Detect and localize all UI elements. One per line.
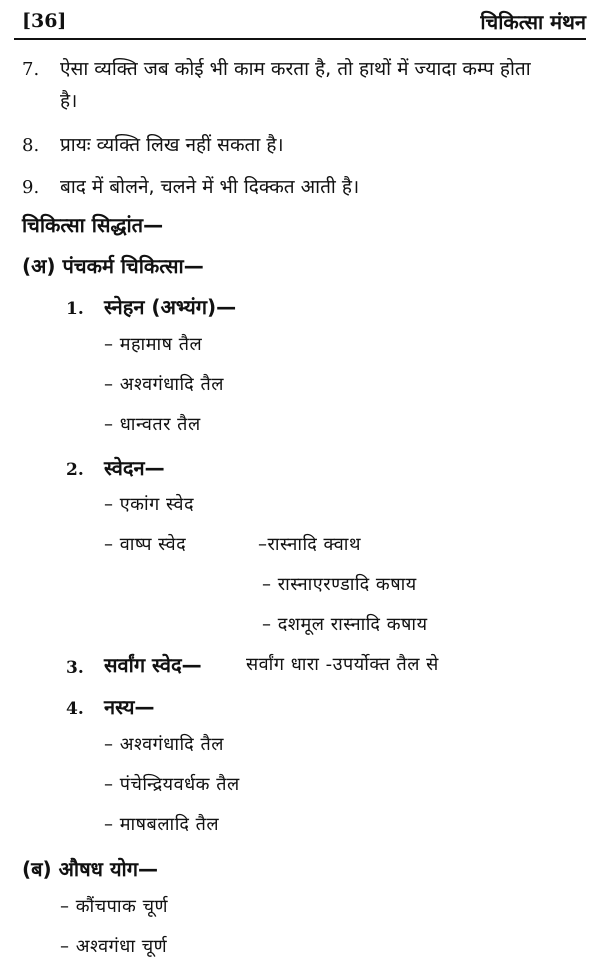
treatment-principles-heading: चिकित्सा सिद्धांत— bbox=[22, 213, 164, 237]
step-2-number: 2. bbox=[66, 460, 84, 480]
step-4-title: नस्य— bbox=[104, 695, 155, 719]
step-1-item: – धान्वतर तैल bbox=[104, 414, 201, 435]
step-3-number: 3. bbox=[66, 658, 84, 678]
step-1-item: – महामाष तैल bbox=[104, 334, 203, 355]
point-8-number: 8. bbox=[22, 135, 40, 156]
step-4-item: – अश्वगंधादि तैल bbox=[104, 734, 224, 755]
running-title: चिकित्सा मंथन bbox=[480, 10, 586, 34]
point-7-text-cont: है। bbox=[60, 90, 78, 112]
step-4-number: 4. bbox=[66, 699, 84, 719]
section-b-item: – अश्वगंधा चूर्ण bbox=[60, 936, 168, 957]
section-b-item: – कौंचपाक चूर्ण bbox=[60, 896, 169, 917]
step-2-item: – वाष्प स्वेद bbox=[104, 534, 187, 555]
step-1-title: स्नेहन (अभ्यंग)— bbox=[104, 295, 237, 319]
point-9-number: 9. bbox=[22, 177, 40, 198]
point-7-text: ऐसा व्यक्ति जब कोई भी काम करता है, तो हाथों में ज्यादा कम्प होता bbox=[60, 58, 531, 80]
section-a-heading: (अ) पंचकर्म चिकित्सा— bbox=[22, 254, 204, 278]
vashp-swed-option: –रास्नादि क्वाथ bbox=[258, 534, 361, 555]
step-3-title: सर्वांग स्वेद— bbox=[104, 653, 202, 677]
point-9-text: बाद में बोलने, चलने में भी दिक्कत आती है। bbox=[60, 176, 360, 198]
step-2-title: स्वेदन— bbox=[104, 456, 165, 480]
step-4-item: – माषबलादि तैल bbox=[104, 814, 220, 835]
step-1-number: 1. bbox=[66, 299, 84, 319]
vashp-swed-option: – दशमूल रास्नादि कषाय bbox=[262, 614, 428, 635]
point-7-number: 7. bbox=[22, 59, 40, 80]
vashp-swed-option: – रास्नाएरण्डादि कषाय bbox=[262, 574, 417, 595]
page-number: [36] bbox=[22, 10, 67, 32]
page-header bbox=[14, 6, 586, 40]
step-2-item: – एकांग स्वेद bbox=[104, 494, 195, 515]
step-3-text: सर्वांग धारा -उपर्योक्त तैल से bbox=[246, 654, 439, 675]
point-8-text: प्रायः व्यक्ति लिख नहीं सकता है। bbox=[60, 134, 284, 156]
step-4-item: – पंचेन्द्रियवर्धक तैल bbox=[104, 774, 240, 795]
section-b-heading: (ब) औषध योग— bbox=[22, 857, 158, 881]
step-1-item: – अश्वगंधादि तैल bbox=[104, 374, 224, 395]
